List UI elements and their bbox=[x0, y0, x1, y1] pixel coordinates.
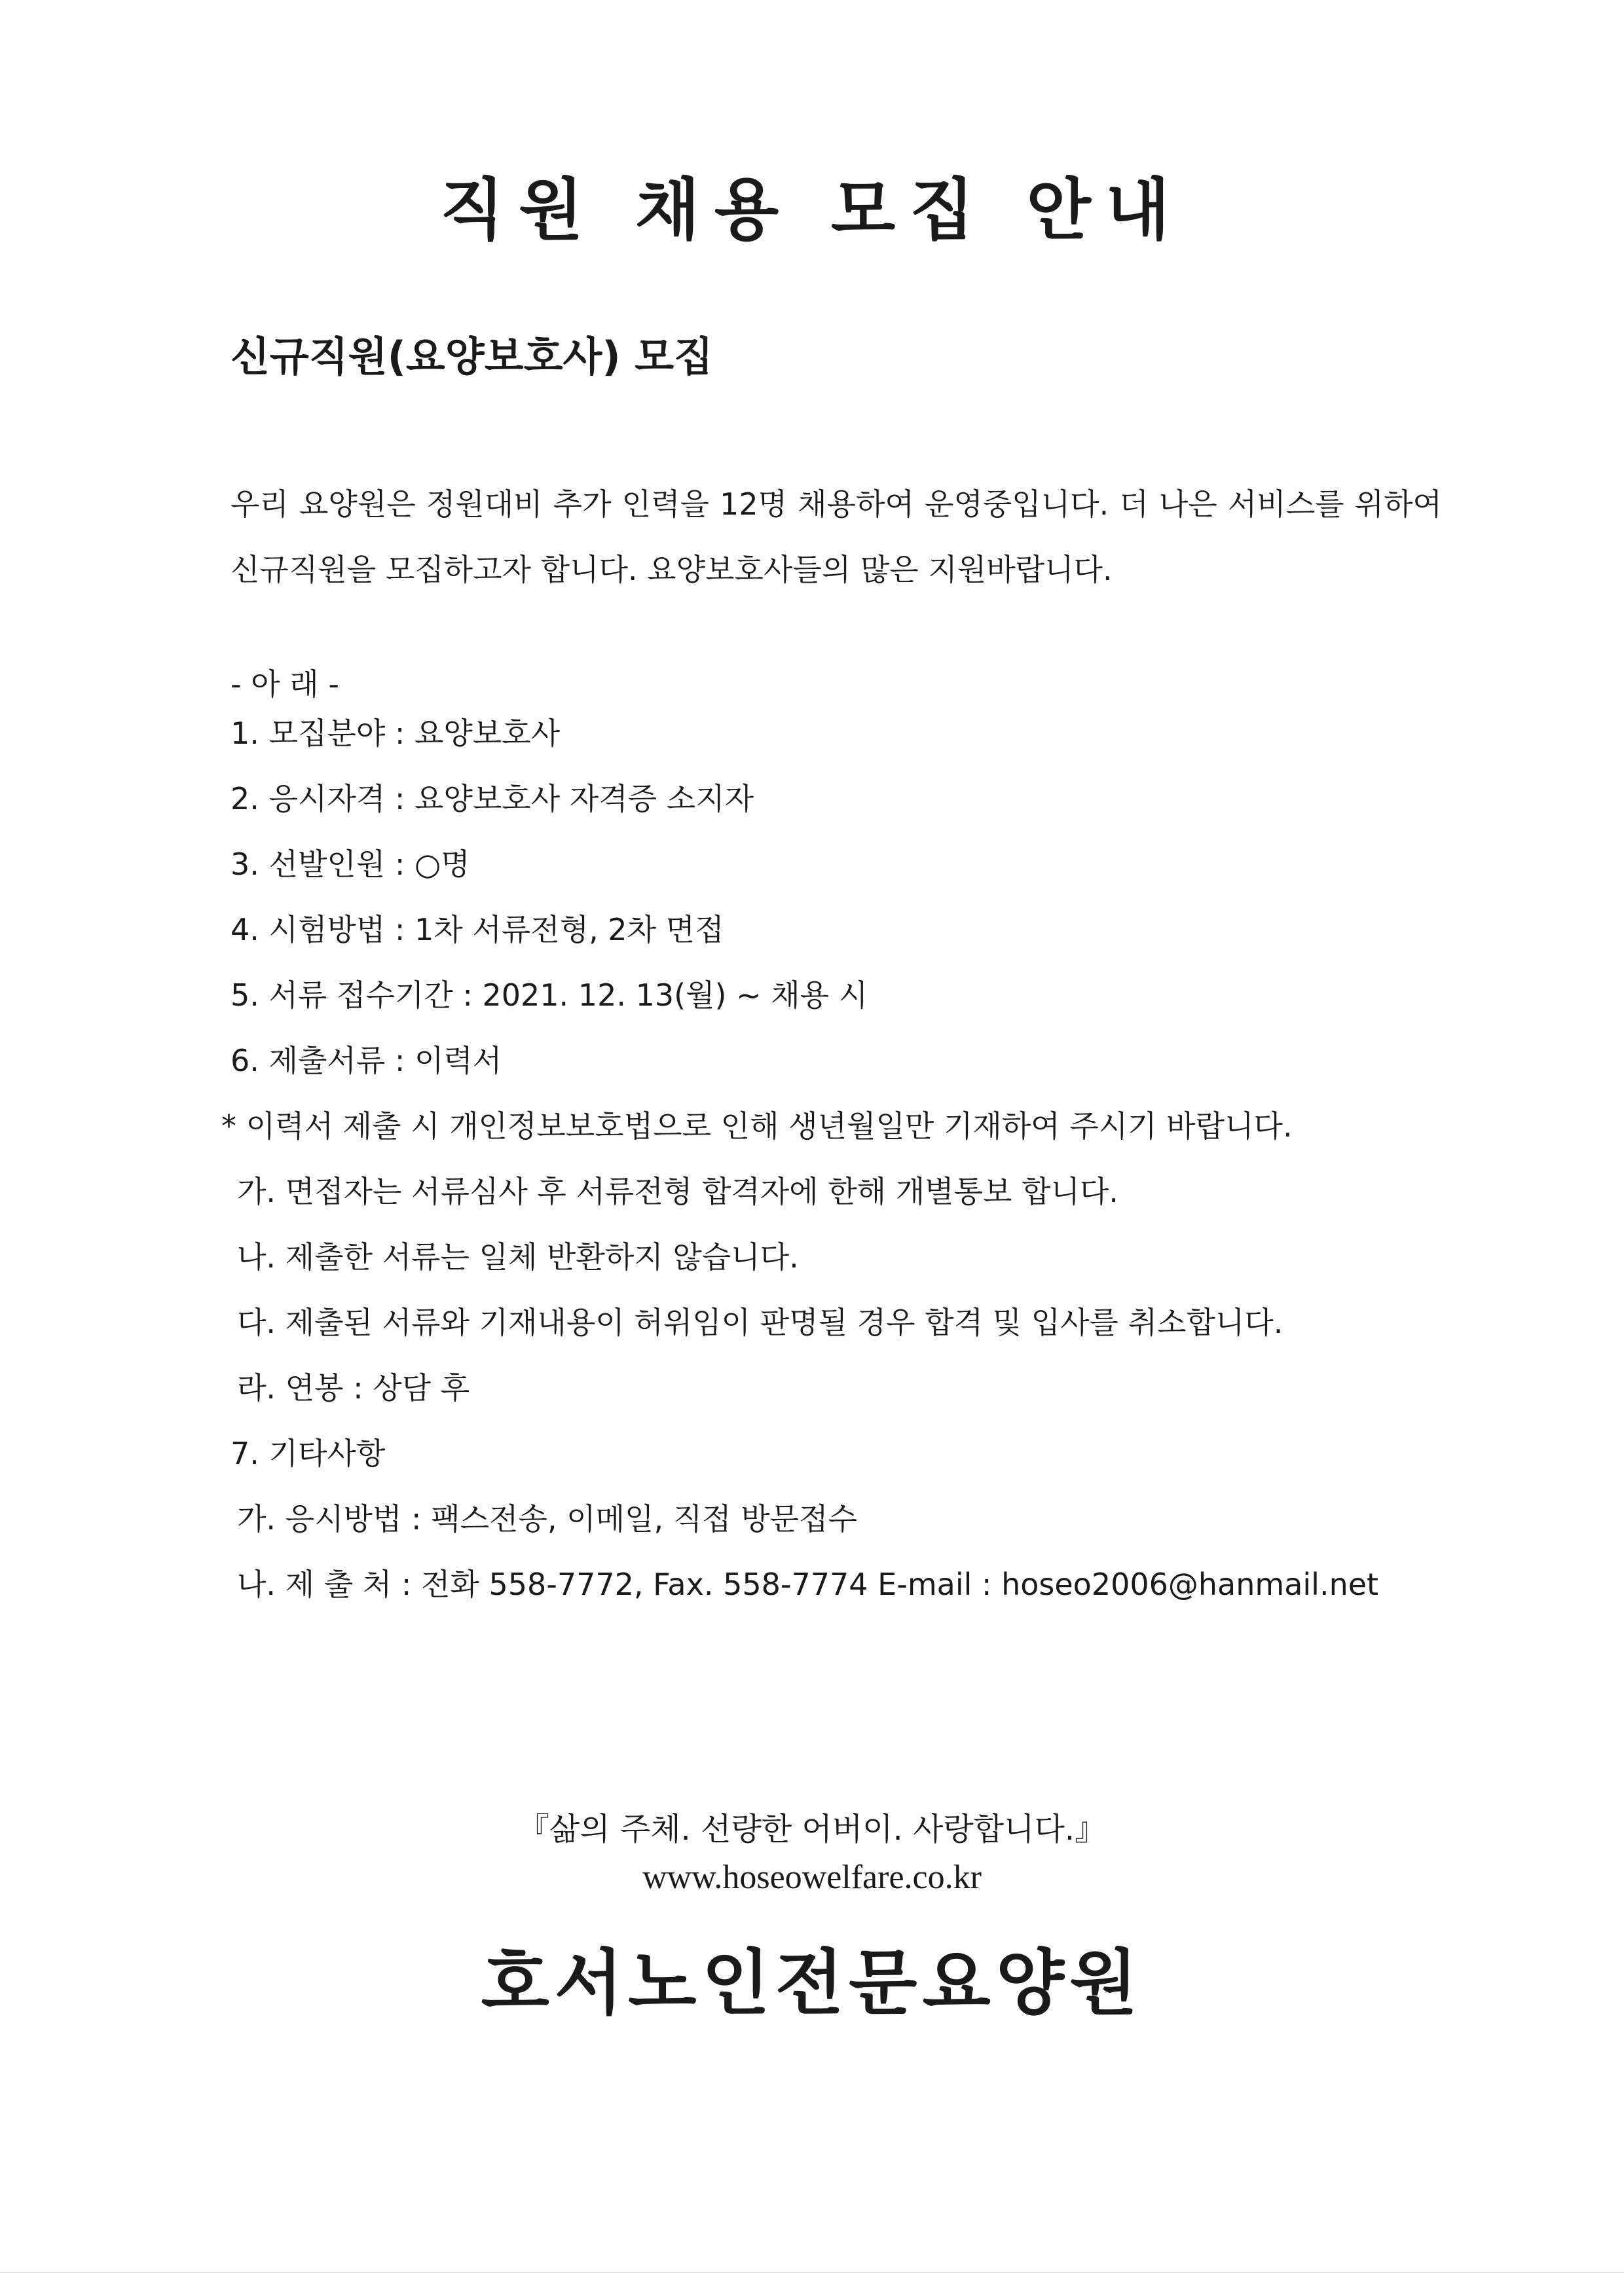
privacy-note: * 이력서 제출 시 개인정보보호법으로 인해 생년월일만 기재하여 주시기 바랍니다. bbox=[221, 1108, 1293, 1144]
item-recruit-field: 1. 모집분야 : 요양보호사 bbox=[231, 716, 561, 751]
item-headcount: 3. 선발인원 : ○명 bbox=[231, 847, 470, 882]
subitem-salary: 라. 연봉 : 상담 후 bbox=[237, 1370, 470, 1406]
subitem-no-return: 나. 제출한 서류는 일체 반환하지 않습니다. bbox=[237, 1239, 799, 1275]
subitem-interview: 가. 면접자는 서류심사 후 서류전형 합격자에 한해 개별통보 합니다. bbox=[237, 1174, 1118, 1209]
item-qualification: 2. 응시자격 : 요양보호사 자격증 소지자 bbox=[231, 781, 754, 816]
scan-edge-line bbox=[0, 2272, 1624, 2273]
item-documents: 6. 제출서류 : 이력서 bbox=[231, 1043, 502, 1078]
etc-contact: 나. 제 출 처 : 전화 558-7772, Fax. 558-7774 E-mail : hoseo2006@hanmail.net bbox=[237, 1567, 1379, 1602]
intro-paragraph: 우리 요양원은 정원대비 추가 인력을 12명 채용하여 운영중입니다. 더 나은 서비스를 위하여 신규직원을 모집하고자 합니다. 요양보호사들의 많은 지원바랍니다. bbox=[231, 486, 1442, 587]
etc-heading: 7. 기타사항 bbox=[231, 1436, 386, 1471]
item-exam-method: 4. 시험방법 : 1차 서류전형, 2차 면접 bbox=[231, 912, 724, 947]
organization-name: 호서노인전문요양원 bbox=[481, 1942, 1143, 2024]
below-heading: - 아 래 - bbox=[231, 666, 339, 702]
item-application-period: 5. 서류 접수기간 : 2021. 12. 13(월) ~ 채용 시 bbox=[231, 977, 868, 1013]
recruitment-subtitle: 신규직원(요양보호사) 모집 bbox=[231, 333, 714, 380]
motto: 『삶의 주체. 선량한 어버이. 사랑합니다.』 bbox=[517, 1811, 1107, 1848]
website-url: www.hoseowelfare.co.kr bbox=[642, 1859, 982, 1896]
etc-apply-method: 가. 응시방법 : 팩스전송, 이메일, 직접 방문접수 bbox=[237, 1501, 857, 1537]
page-title: 직원 채용 모집 안내 bbox=[439, 172, 1185, 249]
subitem-false-info: 다. 제출된 서류와 기재내용이 허위임이 판명될 경우 합격 및 입사를 취소합니다. bbox=[237, 1305, 1283, 1340]
